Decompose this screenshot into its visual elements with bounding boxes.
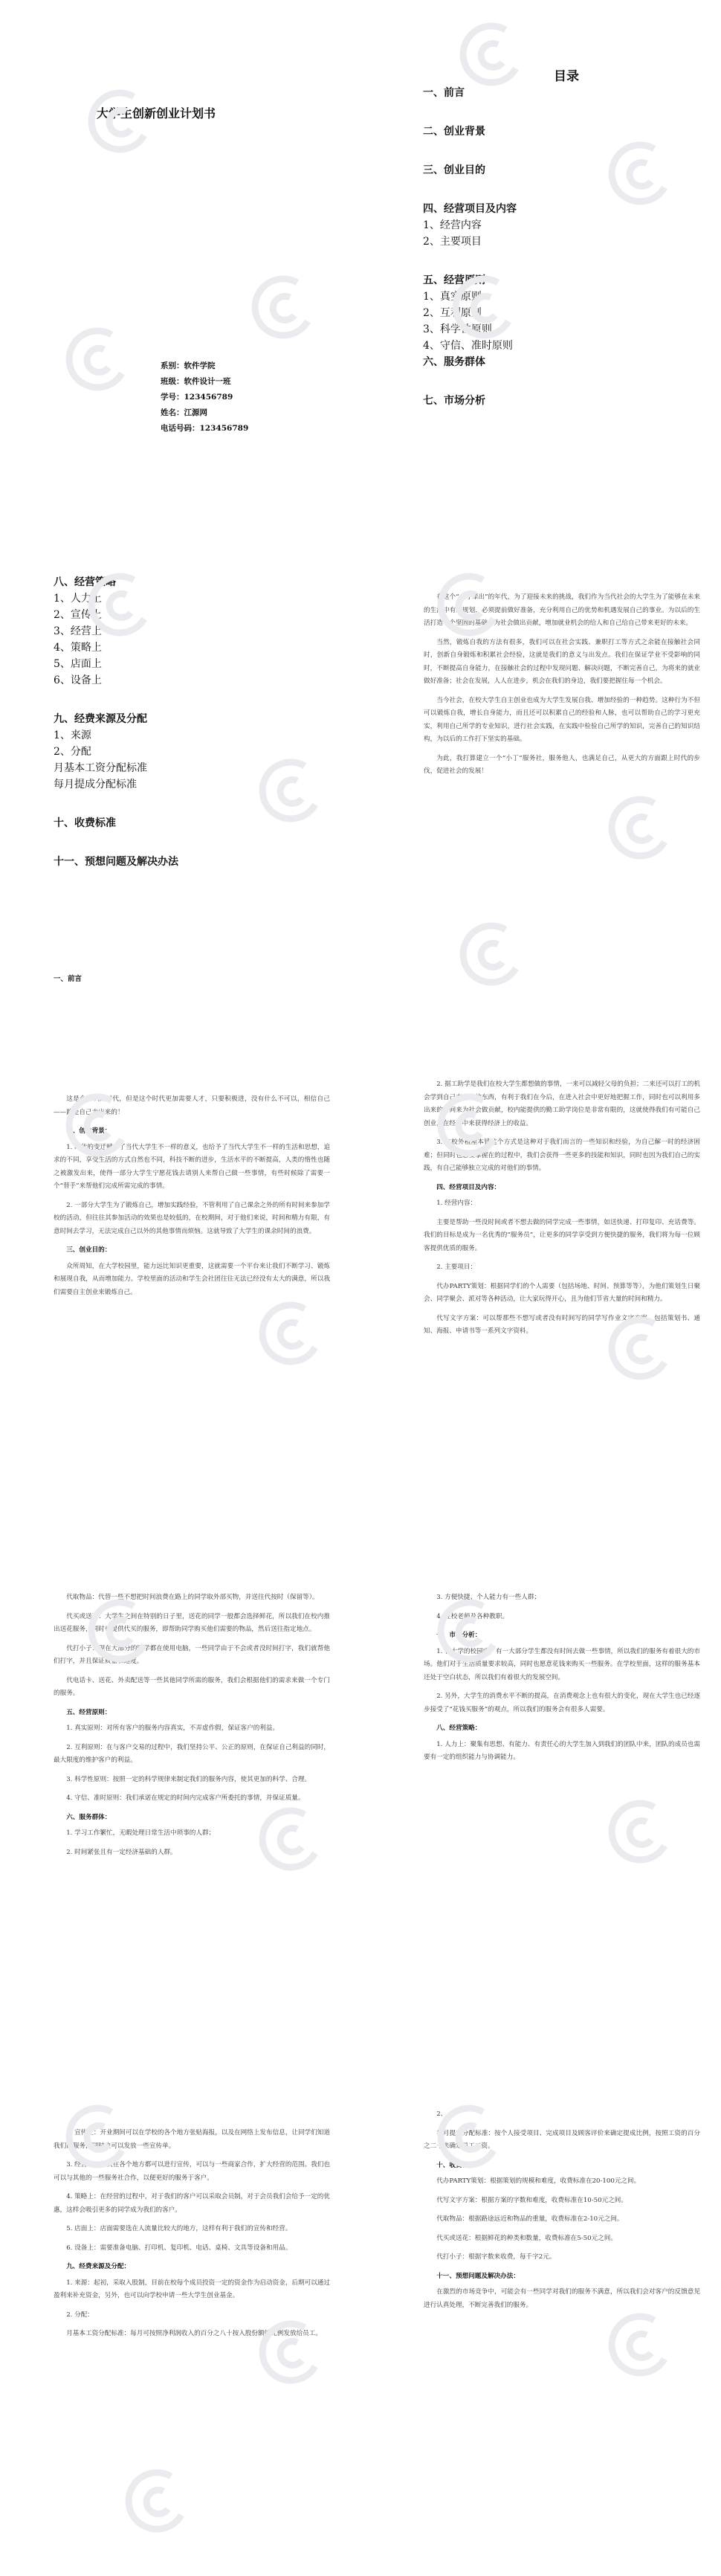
- toc-item: 月基本工资分配标准: [54, 762, 147, 774]
- paragraph: 这是个知识的时代，但是这个时代更加需要人才，只要积极进，没有什么不可以，相信自己——路是自己走出来的！: [54, 1095, 330, 1116]
- paragraph: 1. 人力上：聚集有思想、有能力、有责任心的大学生加入到我们的团队中来，团队的成员也需要有一定的组织能力与协调能力。: [424, 1740, 700, 1761]
- paragraph: 2. 时间紧张且有一定经济基础的人群。: [66, 1848, 177, 1856]
- section-heading: 十、收费标准：: [436, 2161, 482, 2169]
- toc-heading: 三、创业目的: [423, 164, 485, 176]
- toc-item: 1、人力上: [54, 593, 102, 605]
- paragraph: 4. 在校老师及各种教职。: [436, 1612, 509, 1620]
- toc-heading: 五、经营原则: [423, 274, 485, 286]
- toc-heading: 十、收费标准: [54, 817, 116, 829]
- section-heading: 九、经费来源及分配：: [66, 2263, 131, 2270]
- paragraph: 代取物品：代替一些不想把时间浪费在路上的同学取外部买物，并送往代按时（保留等）。: [66, 1594, 319, 1601]
- paragraph: 主要是帮助一些没时间或者不想去做的同学完成一些事情，如送快递、打印复印、充话费等。我们的目标是成为一名优秀的“服务员”，让更多的同学享受到方便快捷的服务，我们将为每一位顾客提供优质的服务。: [424, 1218, 700, 1252]
- cover-page: [0, 0, 360, 515]
- paragraph: 3. 经营上：首次在各个地方都可以进行宣传，可以与一些商家合作，扩大经营的范围。我们也可以与其他的一些服务社合作，以便更好的服务于客户。: [54, 2161, 330, 2182]
- toc-heading: 九、经费来源及分配: [54, 713, 147, 725]
- toc-item: 2、分配: [54, 746, 91, 758]
- toc-item: 5、店面上: [54, 658, 102, 670]
- toc-item: 2、主要项目: [423, 236, 482, 248]
- paragraph: 代办PARTY策划：根据同学们的个人需要（包括场地、时间、预算等等），为他们策划生日聚会、同学聚会、派对等各种活动，让大家玩得开心，且为他们节省大量的时间和精力。: [424, 1282, 700, 1303]
- watermark-logo-icon: [453, 915, 535, 996]
- section-heading: 三、创业目的：: [66, 1246, 111, 1254]
- section-heading: 二、创业背景：: [66, 1127, 111, 1135]
- watermark-logo-icon: [602, 1792, 684, 1874]
- toc-list: [423, 85, 705, 409]
- paragraph: 当然，锻炼自我的方法有很多，我们可以在社会实践、兼职打工等方式之余能在接触社会同时，创新自身锻炼和积累社会经验，这就是我们的意义与出发点。我们在保证学业不受影响的同时，不断提高自身能力，在接触社会的过程中发现问题、解决问题，不断完善自己，为将来的就业做好准备；社会在发展，人人在进步，机会在我们的身边，我们要把握住每一个机会。: [424, 638, 700, 685]
- watermark-logo-icon: [119, 2461, 201, 2543]
- strategy-text: [54, 2127, 330, 2347]
- toc-title: 目录: [554, 69, 579, 84]
- paragraph: 为此，我打算建立一个“小丁”服务社，服务他人，也满足自己，从更大的方面跟上时代的步伐，促进社会的发展！: [424, 754, 700, 775]
- toc-heading: 一、前言: [423, 87, 465, 99]
- cover-info: [161, 358, 248, 437]
- section-heading: 七、市场分析：: [436, 1632, 482, 1639]
- paragraph: 2. 另外，大学生的消费水平不断的提高，在消费观念上也有很大的变化，现在大学生也已经逐步接受了“花钱买服务”的观点，所以我们的服务会有很多人需要。: [424, 1693, 700, 1713]
- paragraph: 2. 分配：: [66, 2311, 94, 2319]
- toc-gap: [423, 178, 705, 201]
- toc-heading: 十一、预想问题及解决办法: [54, 856, 178, 868]
- paragraph: 当今社会，在校大学生自主创业也成为大学生发展自我、增加经验的一种趋势。这种行为不但可以锻炼自我，增长自身能力，而且还可以积累自己的经验和人脉，也可以帮助自己的学习更充实，利用自己所学的专业知识，进行社会实践，在实践中检验自己所学的知识，完善自己的知识结构，为以后的工作打下坚实的基础。: [424, 696, 700, 743]
- principles-text: [54, 1591, 330, 1865]
- paragraph: 2. 一部分大学生为了锻炼自己，增加实践经验，不管利用了自己课余之外的所有时间来参加学校的活动，但往往其参加活动的效果也是较低的，在校期间，对于他们来说，时间和精力有限，有意时间去学习，无法完成自己以外的其他事情而烦恼。这就导致了大学生的课余时间的浪费。: [54, 1201, 330, 1235]
- toc-gap: [54, 793, 336, 815]
- toc-item: 4、守信、准时原则: [423, 340, 513, 352]
- toc-item: 1、经营内容: [423, 219, 482, 231]
- paragraph: 在这个“人才辈出”的年代，为了迎接未来的挑战，我们作为当代社会的大学生为了能够在未来的生活中有所规划，必须提前做好准备，充分利用自己的优势和机遇发展自己的事业。为以后的生活打造一个坚固的基础，为社会做出贡献，增加就业机会的给人和自己给自己带来更好的未来。: [424, 593, 700, 627]
- paragraph: 月基本工资分配标准：每月可按照净利润收入的百分之八十按入股份额的比例发放给员工。: [66, 2330, 322, 2337]
- paragraph: 代电话卡、送花、外卖配送等一些其他同学所需的服务，我们会根据他们的需求来做一个专门的服务。: [54, 1676, 330, 1697]
- project-text: [424, 1078, 700, 1345]
- toc-heading: 七、市场分析: [423, 395, 485, 407]
- toc-gap: [423, 101, 705, 123]
- toc-item: 3、科学性原则: [423, 323, 492, 335]
- section-label-preface: 一、前言: [54, 975, 83, 983]
- toc-gap: [423, 140, 705, 162]
- paragraph: 2. 据工助学是我们在校大学生都想做的事情，一来可以减轻父母的负担；二来还可以打工的机会学到自己专业上的东西，有利于我们在今后，在进入社会中更好地把握工作，同时也可以利用多出来的时间来为社会做贡献，校内能提供的勤工助学岗位是非常有限的，这就使得我们有可能自己创业，在经营中来获得经济上的收益。: [424, 1081, 700, 1127]
- background-text: [54, 1093, 330, 1305]
- paragraph: 1. 时代的变迁赋予了当代大学生不一样的意义，也给予了当代大学生不一样的生活和思想，追求的不同，享受生活的方式自然也不同，科技不断的进步，生活水平的不断提高，人类的惰性也随之被激发出来，使得一部分大学生宁愿花钱去请别人来帮自己做一些事情，有些时候除了需要一个“替手”来帮他们完成所需完成的事情。: [54, 1143, 330, 1190]
- paragraph: 每月提成分配标准：按个人接受项目、完成项目及顾客评价来确定提成比例，按照工资的百分之二十来确定员工工资。: [424, 2129, 700, 2150]
- paragraph: 代买或送花：根据鲜花的种类和数量，收费标准在5-50元之间。: [436, 2234, 617, 2242]
- paragraph: 2. 主要项目：: [436, 1263, 477, 1271]
- toc-item: 2、互利原则: [423, 307, 482, 319]
- section-heading: 十一、预想问题及解决办法：: [436, 2272, 520, 2280]
- paragraph: 1. 经营内容：: [436, 1200, 477, 1207]
- paragraph: 代买或送花：大学生之间在特别的日子里，送花的同学一般都会选择鲜花，所以我们在校内推出送花服务，同时也提供代买的服务，即帮助同学购买他们需要的物品，然后送往指定地点。: [54, 1612, 330, 1633]
- paragraph: 代打小子：根据字数来收费，每千字2元。: [436, 2253, 556, 2261]
- toc-item: 1、来源: [54, 730, 91, 741]
- toc-item: 每月提成分配标准: [54, 779, 137, 790]
- paragraph: 1. 来源：起初，采取入股制，目前在校每个成员投资一定的资金作为启动资金，后期可以通过盈利来补充资金，另外，也可以向学校申请一些大学生创业基金。: [54, 2279, 330, 2299]
- paragraph: 代取物品：根据路途远近和物品的重量，收费标准在2-10元之间。: [436, 2215, 624, 2223]
- toc-heading: 八、经营策略: [54, 576, 116, 588]
- paragraph: 在激烈的市场竞争中，可能会有一些同学对我们的服务不满意，所以我们会对客户的反馈意见进行认真处理，不断完善我们的服务。: [424, 2288, 700, 2309]
- toc-item: 4、策略上: [54, 642, 102, 654]
- toc-heading: 六、服务群体: [423, 356, 485, 368]
- preface-text: [424, 591, 700, 785]
- toc-heading: 四、经营项目及内容: [423, 203, 517, 215]
- watermark-logo-icon: [253, 1294, 334, 1376]
- paragraph: 1. 学习工作繁忙，无暇处理日常生活中琐事的人群；: [66, 1829, 216, 1837]
- section-heading: 六、服务群体：: [66, 1813, 111, 1821]
- paragraph: 1. 真实原则：对所有客户的服务内容真实，不弄虚作假，保证客户的利益。: [66, 1725, 279, 1732]
- watermark-logo-icon: [602, 788, 684, 870]
- section-heading: 八、经营策略：: [436, 1725, 482, 1732]
- paragraph: 5. 店面上：店面需要选在人流量比较大的地方，这样有利于我们的宣传和经营。: [66, 2225, 292, 2232]
- paragraph: 2、: [436, 2110, 447, 2118]
- toc-gap: [54, 831, 336, 854]
- paragraph: 代办PARTY策划：根据策划的规模和难度，收费标准在20-100元之间。: [436, 2177, 641, 2185]
- info-name: 姓名：江源网: [161, 408, 207, 417]
- info-phone: 电话号码：123456789: [161, 424, 249, 433]
- paragraph: 4. 策略上：在经营的过程中，对于我们的客户可以采取会员制，对于会员我们会给予一定的优惠，这样会吸引更多的同学成为我们的客户。: [54, 2193, 330, 2214]
- paragraph: 3. 科学性原则：按照一定的科学规律来制定我们的服务内容，使其更加的科学、合理。: [66, 1775, 311, 1783]
- toc-item: 2、宣传上: [54, 609, 102, 621]
- paragraph: 众所周知，在大学校园里，能力远比知识更重要，这就需要一个平台来让我们不断学习、锻炼和展现自我，从而增加能力。学校里面的活动和学生会社团往往无法已经没有太大的满意，所以我们需要自主创业来锻炼自己。: [54, 1262, 330, 1296]
- toc-list-continued: [54, 574, 336, 870]
- toc-gap: [423, 370, 705, 393]
- info-class: 班级：软件设计一班: [161, 377, 231, 386]
- toc-item: 6、设备上: [54, 674, 102, 686]
- section-heading: 五、经营原则：: [66, 1708, 111, 1716]
- paragraph: 3. 方便快捷、个人能力有一些人群；: [436, 1594, 541, 1601]
- fees-text: [424, 2108, 700, 2318]
- paragraph: 代写文字方案：可以帮那些不想写或者没有时间写的同学写作业文字方案，包括策划书、通知、海报、申请书等一系列文字资料。: [424, 1314, 700, 1335]
- paragraph: 2. 宣传上：开业期间可以在学校的各个地方张贴海报，以及在网络上发布信息，让同学们知道我们的服务，同时也可以发放一些宣传单。: [54, 2129, 330, 2150]
- toc-gap: [423, 250, 705, 272]
- toc-gap: [54, 689, 336, 711]
- paragraph: 3. 在校外租屋本钱这个方式是这种对于我们而言的一些知识和经验，为自己解一时的经济困难；但同时也想要掌握在的过程中，我们会获得一些更多的技能和知识，同时也因为我们自己的实践，有自己能够独立完成的对他们的事情。: [424, 1139, 700, 1172]
- paragraph: 代写文字方案：根据方案的字数和难度，收费标准在10-50元之间。: [436, 2196, 627, 2204]
- section-heading: 四、经营项目及内容：: [436, 1183, 501, 1191]
- info-student-id: 学号：123456789: [161, 393, 233, 402]
- paragraph: 2. 互利原则：在与客户交易的过程中，我们坚持公平、公正的原则，在保证自己利益的同时，最大限度的维护客户的利益。: [54, 1743, 330, 1764]
- paragraph: 4. 守信、准时原则：我们承诺在规定的时间内完成客户所委托的事情，并保证质量。: [66, 1794, 305, 1802]
- market-text: [424, 1591, 700, 1771]
- toc-heading: 二、创业背景: [423, 126, 485, 138]
- info-department: 系别：软件学院: [161, 361, 216, 370]
- paragraph: 6. 设备上：需要准备电脑、打印机、复印机、电话、桌椅、文具等设备和用品。: [66, 2244, 292, 2252]
- toc-item: 1、真实原则: [423, 291, 482, 303]
- toc-item: 3、经营上: [54, 625, 102, 637]
- paragraph: 1. 在大学的校园内，有一大部分学生都没有时间去做一些事情，所以我们的服务有着很大的市场。他们对于生活质量要求较高，同时也愿意花钱来购买一些服务。在学校里面，这样的服务基本还处于空白状态，所以我们有着很大的发展空间。: [424, 1647, 700, 1681]
- cover-title: 大学生创新创业计划书: [97, 106, 216, 120]
- paragraph: 代打小子：现在大部分的同学都在使用电脑，一些同学由于不会或者没时间打字，我们就帮他们打字，并且保证质量和速度。: [54, 1644, 330, 1665]
